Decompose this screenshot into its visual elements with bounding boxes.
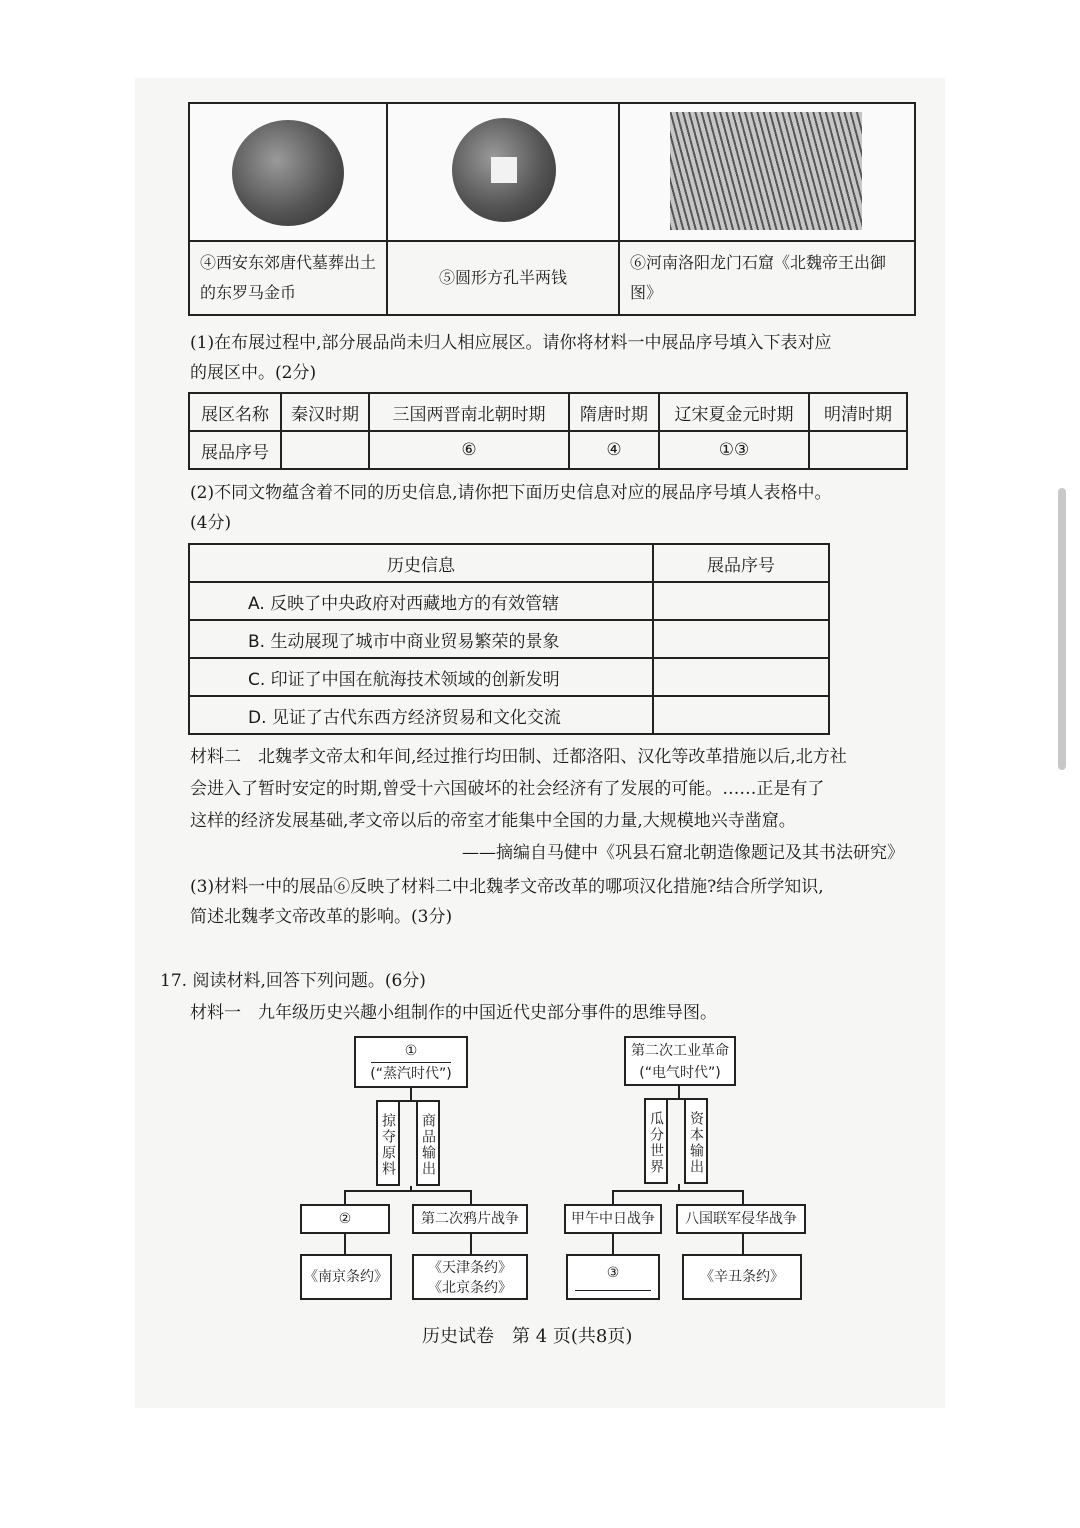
zone-answer-cell: ⑥ — [369, 431, 569, 469]
exhibit-5-caption: ⑤圆形方孔半两钱 — [387, 241, 619, 315]
zone-header-cell: 展区名称 — [189, 393, 281, 431]
exhibit-6-caption: ⑥河南洛阳龙门石窟《北魏帝王出御图》 — [619, 241, 915, 315]
info-row: D. 见证了古代东西方经济贸易和文化交流 — [189, 696, 653, 734]
mindmap-right-b2: 八国联军侵华战争 — [676, 1204, 806, 1234]
q2-text-2: (4分) — [190, 513, 232, 533]
answer-cell — [653, 620, 829, 658]
blank-3: ③ — [575, 1256, 651, 1291]
page-footer: 历史试卷 第 4 页(共8页) — [422, 1326, 633, 1347]
treaty-tianjin: 《天津条约》 — [428, 1260, 512, 1276]
exhibit-table — [188, 102, 916, 316]
zone-table — [188, 392, 908, 470]
relief-procession-icon — [670, 112, 862, 230]
mindmap-right-top — [624, 1036, 736, 1086]
zone-row-label: 展品序号 — [189, 431, 281, 469]
q1-text-2: 的展区中。(2分) — [190, 363, 317, 383]
q1-text: (1)在布展过程中,部分展品尚未归人相应展区。请你将材料一中展品序号填入下表对应 — [190, 333, 832, 353]
mindmap-left-top — [354, 1036, 468, 1088]
answer-cell — [653, 582, 829, 620]
zone-answer-cell: ①③ — [659, 431, 809, 469]
mindmap-right-c2: 《辛丑条约》 — [682, 1254, 802, 1300]
zone-header-cell: 隋唐时期 — [569, 393, 659, 431]
zone-header-cell: 秦汉时期 — [281, 393, 369, 431]
q17-title: 17. 阅读材料,回答下列问题。(6分) — [160, 971, 426, 991]
zone-answer-cell — [281, 431, 369, 469]
history-info-table — [188, 543, 830, 735]
answer-cell — [653, 658, 829, 696]
left-v1: 掠夺原料 — [376, 1100, 400, 1186]
exhibit-6-image — [619, 103, 915, 241]
mindmap-left-b2: 第二次鸦片战争 — [412, 1204, 528, 1234]
q3-text: (3)材料一中的展品⑥反映了材料二中北魏孝文帝改革的哪项汉化措施?结合所学知识, — [190, 877, 824, 897]
info-row: A. 反映了中央政府对西藏地方的有效管辖 — [189, 582, 653, 620]
right-top-sub: (“电气时代”) — [639, 1065, 721, 1081]
zone-header-cell: 明清时期 — [809, 393, 907, 431]
info-header: 展品序号 — [653, 544, 829, 582]
material2-line: 这样的经济发展基础,孝文帝以后的帝室才能集中全国的力量,大规模地兴寺凿窟。 — [190, 811, 796, 831]
right-v2: 资本输出 — [684, 1098, 708, 1184]
right-top-title: 第二次工业革命 — [631, 1043, 729, 1059]
zone-header-cell: 辽宋夏金元时期 — [659, 393, 809, 431]
q2-text: (2)不同文物蕴含着不同的历史信息,请你把下面历史信息对应的展品序号填人表格中。 — [190, 483, 832, 503]
answer-cell — [653, 696, 829, 734]
material2-line: 材料二 北魏孝文帝太和年间,经过推行均田制、迁都洛阳、汉化等改革措施以后,北方社 — [190, 747, 847, 767]
mindmap-left-c1: 《南京条约》 — [300, 1254, 392, 1300]
blank-1: ① — [371, 1040, 451, 1063]
exhibit-5-image — [387, 103, 619, 241]
exhibit-4-image — [189, 103, 387, 241]
material2-line: 会进入了暂时安定的时期,曾受十六国破坏的社会经济有了发展的可能。……正是有了 — [190, 779, 825, 799]
banliang-coin-icon — [452, 118, 556, 222]
zone-answer-cell: ④ — [569, 431, 659, 469]
left-v2: 商品输出 — [416, 1100, 440, 1186]
material2-source: ——摘编自马健中《巩县石窟北朝造像题记及其书法研究》 — [462, 843, 904, 863]
info-row: B. 生动展现了城市中商业贸易繁荣的景象 — [189, 620, 653, 658]
treaty-beijing: 《北京条约》 — [428, 1280, 512, 1296]
left-top-sub: (“蒸汽时代”) — [370, 1066, 452, 1082]
zone-answer-cell — [809, 431, 907, 469]
mindmap-left-b1 — [300, 1204, 390, 1234]
info-header: 历史信息 — [189, 544, 653, 582]
q17-material1: 材料一 九年级历史兴趣小组制作的中国近代史部分事件的思维导图。 — [190, 1003, 717, 1023]
mindmap-right-c1 — [566, 1254, 660, 1300]
mindmap-right-b1: 甲午中日战争 — [564, 1204, 662, 1234]
exhibit-4-caption: ④西安东郊唐代墓葬出土的东罗马金币 — [189, 241, 387, 315]
mindmap-left-c2 — [412, 1254, 528, 1300]
blank-2: ② — [310, 1206, 380, 1233]
info-row: C. 印证了中国在航海技术领域的创新发明 — [189, 658, 653, 696]
right-v1: 瓜分世界 — [644, 1098, 668, 1184]
zone-header-cell: 三国两晋南北朝时期 — [369, 393, 569, 431]
roman-gold-coin-icon — [232, 120, 344, 226]
scrollbar[interactable] — [1058, 488, 1066, 770]
q3-text-2: 简述北魏孝文帝改革的影响。(3分) — [190, 907, 453, 927]
